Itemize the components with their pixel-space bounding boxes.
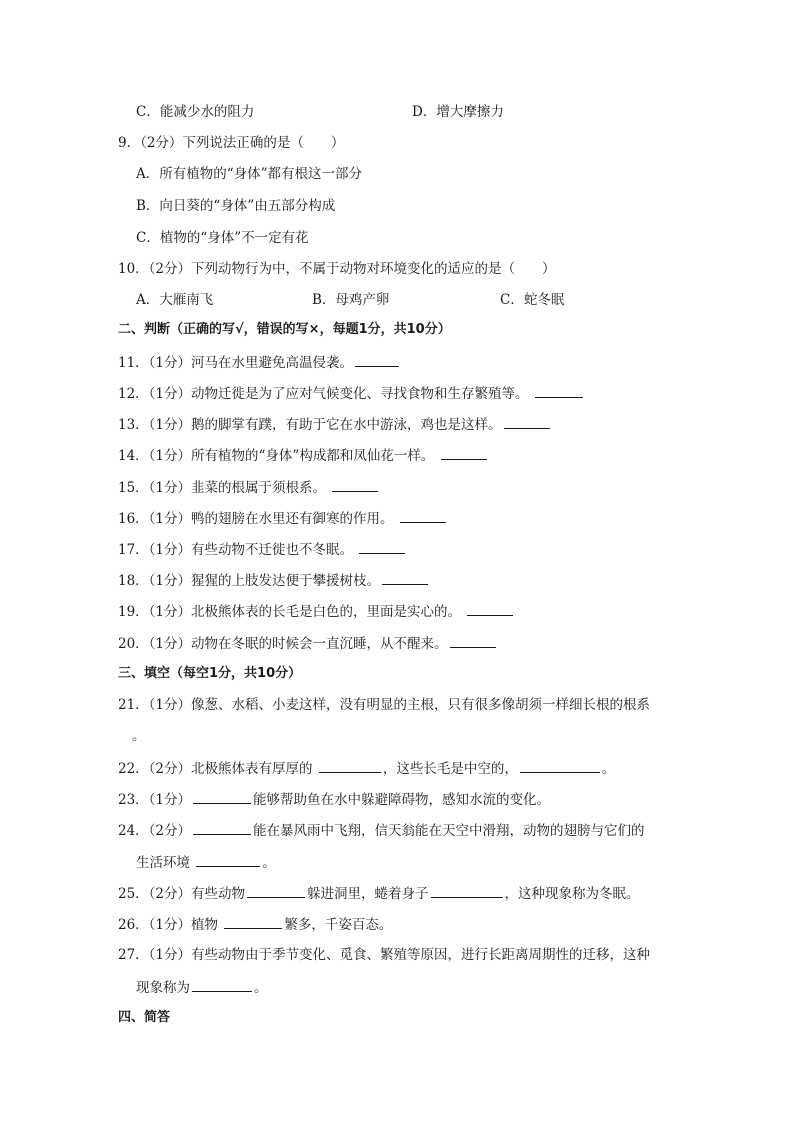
judge-item-20: 20．（1分）动物在冬眠的时候会一直沉睡，从不醒来。	[118, 633, 498, 654]
section-4-heading: 四、简答	[118, 1010, 171, 1025]
answer-blank[interactable]	[193, 820, 251, 835]
answer-blank[interactable]	[224, 914, 282, 929]
answer-blank[interactable]	[504, 414, 550, 429]
fill-item-21: 21．（1分）像葱、水稻、小麦这样，没有明显的主根，只有很多像胡须一样细长根的根系	[118, 697, 651, 713]
judge-item-16: 16．（1分）鸭的翅膀在水里还有御寒的作用。	[118, 508, 448, 529]
answer-blank[interactable]	[192, 977, 252, 992]
answer-blank[interactable]	[535, 383, 583, 398]
q9-option-b: B．向日葵的“身体”由五部分构成	[136, 198, 336, 214]
section-3-heading: 三、填空（每空1分，共10分）	[118, 666, 302, 681]
answer-blank[interactable]	[359, 539, 405, 554]
judge-item-13: 13．（1分）鹅的脚掌有蹼，有助于它在水中游泳，鸡也是这样。	[118, 414, 552, 435]
judge-item-19: 19．（1分）北极熊体表的长毛是白色的，里面是实心的。	[118, 601, 515, 622]
q10-option-a: A．大雁南飞	[136, 292, 214, 308]
answer-blank[interactable]	[196, 852, 260, 867]
fill-item-27: 27．（1分）有些动物由于季节变化、觅食、繁殖等原因，进行长距离周期性的迁移，这种	[118, 947, 651, 963]
answer-blank[interactable]	[441, 445, 487, 460]
q8-option-c: C．能减少水的阻力	[136, 104, 255, 120]
answer-blank[interactable]	[520, 758, 600, 773]
fill-item-22: 22．（2分）北极熊体表有厚厚的 ，这些长毛是中空的， 。	[118, 758, 615, 779]
answer-blank[interactable]	[382, 570, 428, 585]
judge-item-15: 15．（1分）韭菜的根属于须根系。	[118, 477, 380, 498]
judge-item-17: 17．（1分）有些动物不迁徙也不冬眠。	[118, 539, 407, 560]
section-2-heading: 二、判断（正确的写√，错误的写×，每题1分，共10分）	[118, 322, 451, 337]
answer-blank[interactable]	[467, 601, 513, 616]
judge-item-11: 11．（1分）河马在水里避免高温侵袭。	[118, 352, 401, 373]
answer-blank[interactable]	[400, 508, 446, 523]
fill-item-24: 24．（2分） 能在暴风雨中飞翔，信天翁能在天空中滑翔，动物的翅膀与它们的	[118, 820, 645, 841]
answer-blank[interactable]	[355, 352, 399, 367]
fill-item-21-end: 。	[132, 728, 146, 744]
q10-stem: 10．（2分）下列动物行为中，不属于动物对环境变化的适应的是（ ）	[118, 261, 556, 277]
answer-blank[interactable]	[431, 883, 503, 898]
fill-item-23: 23．（1分） 能够帮助鱼在水中躲避障碍物，感知水流的变化。	[118, 789, 550, 810]
fill-item-25: 25．（2分）有些动物 躲进洞里，蜷着身子 ，这种现象称为冬眠。	[118, 883, 640, 904]
q9-option-a: A．所有植物的“身体”都有根这一部分	[136, 166, 363, 182]
q10-option-b: B．母鸡产卵	[312, 292, 390, 308]
judge-item-14: 14．（1分）所有植物的“身体”构成都和凤仙花一样。	[118, 445, 489, 466]
answer-blank[interactable]	[193, 789, 251, 804]
judge-item-12: 12．（1分）动物迁徙是为了应对气候变化、寻找食物和生存繁殖等。	[118, 383, 585, 404]
fill-item-24-cont: 生活环境 。	[136, 852, 276, 873]
judge-item-18: 18．（1分）猩猩的上肢发达便于攀援树枝。	[118, 570, 430, 591]
answer-blank[interactable]	[450, 633, 496, 648]
answer-blank[interactable]	[332, 477, 378, 492]
q9-stem: 9．（2分）下列说法正确的是（ ）	[118, 135, 345, 151]
fill-item-27-cont: 现象称为 。	[136, 977, 268, 998]
q8-option-d: D．增大摩擦力	[412, 104, 504, 120]
q10-option-c: C．蛇冬眠	[500, 292, 565, 308]
answer-blank[interactable]	[247, 883, 305, 898]
answer-blank[interactable]	[319, 758, 381, 773]
fill-item-26: 26．（1分）植物 繁多，千姿百态。	[118, 914, 392, 935]
q9-option-c: C．植物的“身体”不一定有花	[136, 230, 309, 246]
